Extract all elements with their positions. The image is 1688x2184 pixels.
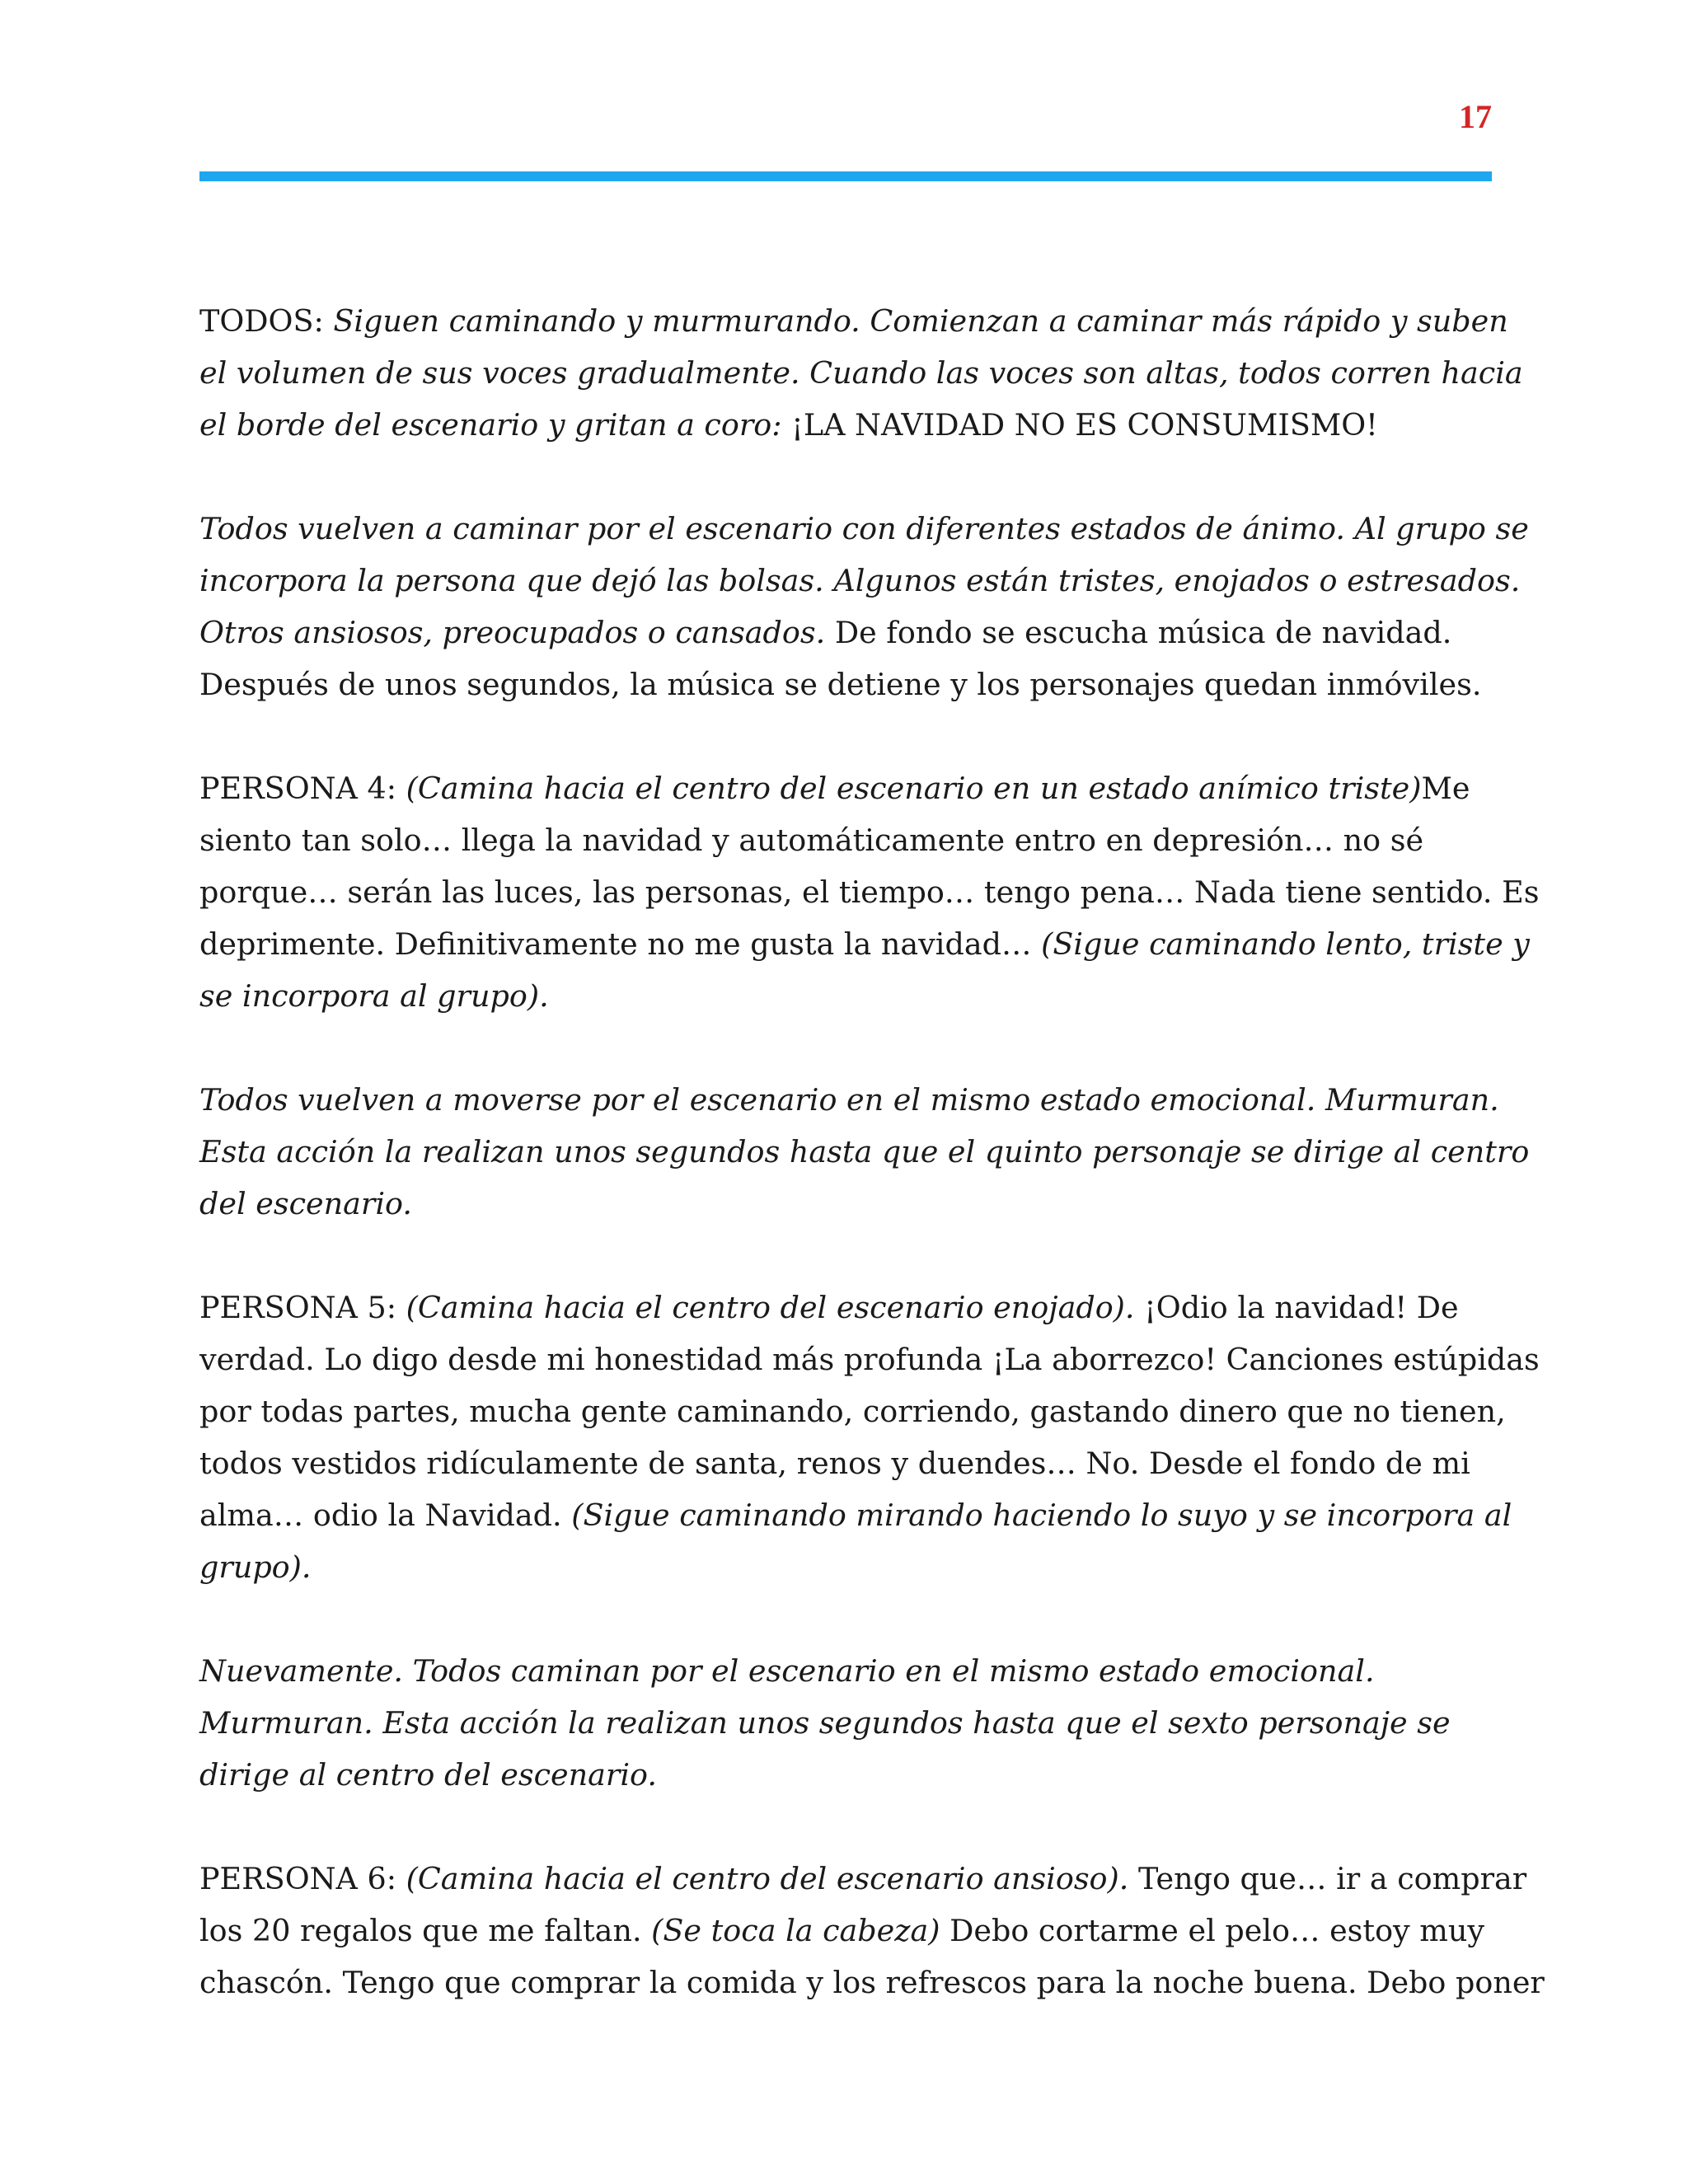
text-line xyxy=(199,1489,1512,1541)
stage-direction: dirige al centro del escenario. xyxy=(199,1757,657,1793)
dialogue-text: todos vestidos ridículamente de santa, renos y duendes… No. Desde el fondo de mi xyxy=(199,1446,1470,1481)
text-line xyxy=(199,1853,1527,1905)
dialogue-text: PERSONA 5: xyxy=(199,1290,406,1325)
header-rule xyxy=(199,171,1492,181)
dialogue-text: deprimente. Definitivamente no me gusta la navidad… xyxy=(199,926,1042,962)
text-line xyxy=(199,399,1498,451)
dialogue-text: por todas partes, mucha gente caminando, corriendo, gastando dinero que no tienen, xyxy=(199,1394,1506,1429)
text-line xyxy=(199,1282,1498,1333)
dialogue-text: De fondo se escucha música de navidad. xyxy=(825,615,1452,650)
text-line xyxy=(199,1905,1498,1957)
dialogue-text: ¡Odio la navidad! De xyxy=(1134,1290,1459,1325)
dialogue-text: TODOS: xyxy=(199,303,334,339)
dialogue-text: alma… odio la Navidad. xyxy=(199,1497,572,1533)
dialogue-text: PERSONA 6: xyxy=(199,1861,406,1896)
stage-direction: grupo). xyxy=(199,1549,312,1585)
text-line xyxy=(199,762,1498,814)
dialogue-text: Debo cortarme el pelo… estoy muy xyxy=(940,1913,1485,1948)
stage-direction: (Se toca la cabeza) xyxy=(651,1913,940,1948)
document-body xyxy=(199,295,1545,2060)
text-line xyxy=(199,1385,1506,1437)
dialogue-text: PERSONA 4: xyxy=(199,771,406,806)
text-line xyxy=(199,1333,1540,1385)
dialogue-text: siento tan solo… llega la navidad y automáticamente entro en depresión… no sé xyxy=(199,823,1424,858)
stage-direction: el borde del escenario y gritan a coro: xyxy=(199,407,792,443)
text-line xyxy=(199,866,1540,918)
text-line xyxy=(199,1645,1498,1697)
stage-direction: del escenario. xyxy=(199,1186,412,1221)
dialogue-text: Tengo que… ir a comprar xyxy=(1128,1861,1527,1896)
text-line xyxy=(199,1541,1498,1593)
text-line xyxy=(199,295,1508,347)
stage-direction: (Camina hacia el centro del escenario ansioso). xyxy=(406,1861,1129,1896)
text-line xyxy=(199,1957,1545,2008)
text-line xyxy=(199,503,1529,555)
text-line xyxy=(199,555,1521,607)
page-number: 17 xyxy=(1459,98,1492,135)
stage-direction: Todos vuelven a moverse por el escenario en el mismo estado emocional. Murmuran. xyxy=(199,1082,1499,1118)
stage-direction: Otros ansiosos, preocupados o cansados. xyxy=(199,615,826,650)
paragraph xyxy=(199,762,1540,1022)
dialogue-text: Después de unos segundos, la música se detiene y los personajes quedan inmóviles. xyxy=(199,667,1482,702)
dialogue-text: porque… serán las luces, las personas, el tiempo… tengo pena… Nada tiene sentido. Es xyxy=(199,874,1540,910)
text-line xyxy=(199,607,1498,658)
stage-direction: se incorpora al grupo). xyxy=(199,978,549,1014)
text-line xyxy=(199,1697,1498,1749)
dialogue-text: chascón. Tengo que comprar la comida y los refrescos para la noche buena. Debo poner xyxy=(199,1965,1545,2000)
stage-direction: Esta acción la realizan unos segundos hasta que el quinto personaje se dirige al centro xyxy=(199,1134,1530,1169)
stage-direction: el volumen de sus voces gradualmente. Cuando las voces son altas, todos corren hacia xyxy=(199,355,1523,391)
stage-direction: Nuevamente. Todos caminan por el escenario en el mismo estado emocional. xyxy=(199,1653,1375,1689)
text-line xyxy=(199,1178,1498,1230)
dialogue-text: ¡LA NAVIDAD NO ES CONSUMISMO! xyxy=(791,407,1378,443)
paragraph xyxy=(199,503,1529,710)
text-line xyxy=(199,1074,1498,1126)
dialogue-text: verdad. Lo digo desde mi honestidad más profunda ¡La aborrezco! Canciones estúpidas xyxy=(199,1342,1540,1377)
text-line xyxy=(199,814,1498,866)
text-line xyxy=(199,918,1530,970)
stage-direction: Siguen caminando y murmurando. Comienzan a caminar más rápido y suben xyxy=(333,303,1508,339)
dialogue-text: Me xyxy=(1421,771,1470,806)
text-line xyxy=(199,658,1498,710)
dialogue-text: los 20 regalos que me faltan. xyxy=(199,1913,652,1948)
text-line xyxy=(199,347,1523,399)
paragraph xyxy=(199,1853,1545,2008)
stage-direction: Murmuran. Esta acción la realizan unos segundos hasta que el sexto personaje se xyxy=(199,1705,1451,1741)
stage-direction: Todos vuelven a caminar por el escenario con diferentes estados de ánimo. Al grupo se xyxy=(199,511,1529,546)
stage-direction: incorpora la persona que dejó las bolsas. Algunos están tristes, enojados o estresados. xyxy=(199,563,1521,598)
stage-direction: (Sigue caminando mirando haciendo lo suyo y se incorpora al xyxy=(571,1497,1512,1533)
stage-direction: (Sigue caminando lento, triste y xyxy=(1041,926,1530,962)
text-line xyxy=(199,1126,1530,1178)
paragraph xyxy=(199,295,1523,451)
paragraph xyxy=(199,1645,1498,1801)
text-line xyxy=(199,1437,1498,1489)
text-line xyxy=(199,970,1498,1022)
paragraph xyxy=(199,1074,1530,1230)
paragraph xyxy=(199,1282,1540,1593)
stage-direction: (Camina hacia el centro del escenario en un estado anímico triste) xyxy=(406,771,1422,806)
text-line xyxy=(199,1749,1498,1801)
stage-direction: (Camina hacia el centro del escenario enojado). xyxy=(406,1290,1135,1325)
